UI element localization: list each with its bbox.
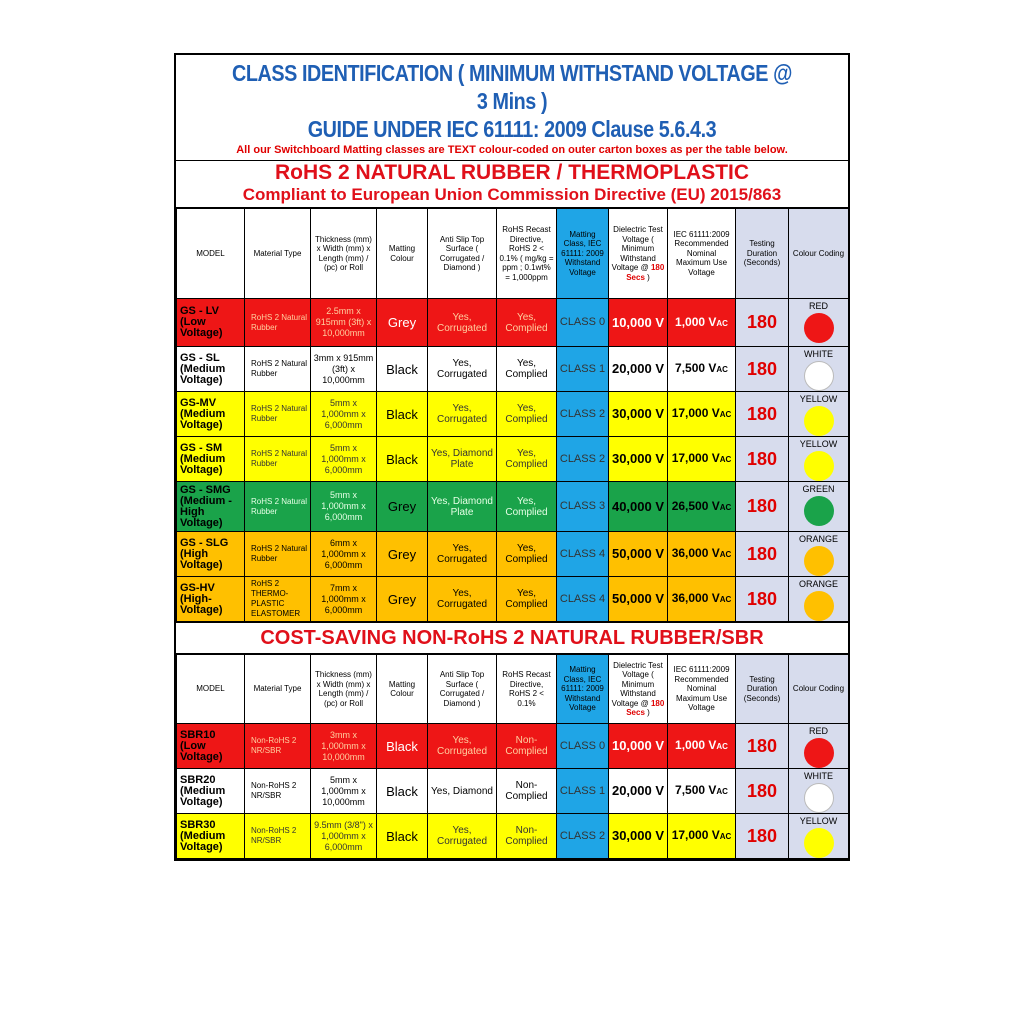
colour-coding-cell bbox=[789, 347, 849, 392]
colour-coding-label: YELLOW bbox=[799, 816, 838, 826]
model-cell: GS-MV (Medium Voltage) bbox=[177, 392, 245, 437]
model-cell: SBR20 (Medium Voltage) bbox=[177, 769, 245, 814]
max-use-voltage-cell bbox=[668, 299, 736, 347]
colour-coding-label: GREEN bbox=[802, 484, 835, 494]
material-cell: RoHS 2 Natural Rubber bbox=[245, 299, 311, 347]
thickness-cell: 6mm x 1,000mm x 6,000mm bbox=[311, 532, 377, 577]
col-maxuse-header: IEC 61111:2009 Recommended Nominal Maximum Use Voltage bbox=[668, 655, 736, 724]
class-cell: CLASS 4 bbox=[557, 577, 609, 622]
colour-dot-icon bbox=[804, 451, 834, 481]
colour-cell: Black bbox=[377, 347, 428, 392]
material-cell: RoHS 2 Natural Rubber bbox=[245, 482, 311, 532]
material-cell: RoHS 2 Natural Rubber bbox=[245, 532, 311, 577]
max-use-voltage: 36,000 V bbox=[671, 591, 720, 605]
table-row bbox=[177, 814, 849, 859]
model-cell: SBR30 (Medium Voltage) bbox=[177, 814, 245, 859]
class-cell: CLASS 4 bbox=[557, 532, 609, 577]
section1-heading bbox=[176, 161, 848, 208]
max-use-voltage-cell bbox=[668, 724, 736, 769]
thickness-cell: 5mm x 1,000mm x 6,000mm bbox=[311, 437, 377, 482]
test-voltage-cell: 20,000 V bbox=[609, 347, 668, 392]
col-class-header: Matting Class, IEC 61111: 2009 Withstand Voltage bbox=[557, 655, 609, 724]
colour-dot-icon bbox=[804, 591, 834, 621]
class-cell: CLASS 3 bbox=[557, 482, 609, 532]
model-cell: GS-HV (High- Voltage) bbox=[177, 577, 245, 622]
max-use-voltage-cell bbox=[668, 769, 736, 814]
max-use-voltage: 17,000 V bbox=[671, 828, 720, 842]
material-cell: Non-RoHS 2 NR/SBR bbox=[245, 724, 311, 769]
colour-coding-cell bbox=[789, 577, 849, 622]
class-cell: CLASS 2 bbox=[557, 437, 609, 482]
col-coding-header: Colour Coding bbox=[789, 655, 849, 724]
rohs-cell: Yes, Complied bbox=[497, 299, 557, 347]
col-maxuse-header: IEC 61111:2009 Recommended Nominal Maximum Use Voltage bbox=[668, 209, 736, 299]
slip-cell: Yes, Diamond Plate bbox=[428, 482, 497, 532]
colour-coding-cell bbox=[789, 532, 849, 577]
slip-cell: Yes, Corrugated bbox=[428, 532, 497, 577]
col-model-header: MODEL bbox=[177, 655, 245, 724]
colour-coding-cell bbox=[789, 724, 849, 769]
section1-header-row bbox=[177, 209, 849, 299]
col-colour-header: Matting Colour bbox=[377, 209, 428, 299]
colour-coding-cell bbox=[789, 769, 849, 814]
colour-coding-label: WHITE bbox=[804, 349, 833, 359]
col-coding-header: Colour Coding bbox=[789, 209, 849, 299]
slip-cell: Yes, Corrugated bbox=[428, 724, 497, 769]
colour-coding-label: RED bbox=[808, 726, 828, 736]
rohs-cell: Yes, Complied bbox=[497, 347, 557, 392]
model-cell: GS - LV (Low Voltage) bbox=[177, 299, 245, 347]
thickness-cell: 5mm x 1,000mm x 10,000mm bbox=[311, 769, 377, 814]
class-cell: CLASS 0 bbox=[557, 724, 609, 769]
duration-cell: 180 bbox=[736, 577, 789, 622]
max-use-voltage: 7,500 V bbox=[675, 783, 717, 797]
colour-coding-label: YELLOW bbox=[799, 439, 838, 449]
test-voltage-cell: 50,000 V bbox=[609, 577, 668, 622]
duration-cell: 180 bbox=[736, 347, 789, 392]
table-row bbox=[177, 532, 849, 577]
thickness-cell: 7mm x 1,000mm x 6,000mm bbox=[311, 577, 377, 622]
colour-coding-cell bbox=[789, 814, 849, 859]
section1-subtitle: Compliant to European Union Commission Directive (EU) 2015/863 bbox=[242, 185, 782, 204]
rohs-cell: Yes, Complied bbox=[497, 532, 557, 577]
rohs-cell: Yes, Complied bbox=[497, 392, 557, 437]
max-use-voltage: 1,000 V bbox=[675, 738, 717, 752]
max-use-voltage: 26,500 V bbox=[671, 498, 720, 513]
duration-cell: 180 bbox=[736, 482, 789, 532]
duration-cell: 180 bbox=[736, 299, 789, 347]
colour-cell: Black bbox=[377, 437, 428, 482]
max-use-voltage: 36,000 V bbox=[671, 546, 720, 560]
col-test-label: Dielectric Test Voltage ( Minimum Withstand Voltage @ bbox=[611, 660, 663, 708]
duration-cell: 180 bbox=[736, 437, 789, 482]
ac-unit: AC bbox=[719, 550, 732, 559]
colour-coding-label: RED bbox=[808, 301, 828, 311]
table-row bbox=[177, 347, 849, 392]
rohs-cell: Yes, Complied bbox=[497, 482, 557, 532]
table-row bbox=[177, 299, 849, 347]
col-slip-header: Anti Slip Top Surface ( Corrugated / Diamond ) bbox=[428, 209, 497, 299]
ac-unit: AC bbox=[719, 455, 732, 464]
slip-cell: Yes, Corrugated bbox=[428, 299, 497, 347]
colour-dot-icon bbox=[804, 783, 834, 813]
colour-cell: Grey bbox=[377, 299, 428, 347]
col-material-header: Material Type bbox=[245, 209, 311, 299]
colour-coding-label: WHITE bbox=[804, 771, 833, 781]
rohs-cell: Yes, Complied bbox=[497, 577, 557, 622]
col-colour-header: Matting Colour bbox=[377, 655, 428, 724]
ac-unit: AC bbox=[719, 832, 732, 841]
col-model-header: MODEL bbox=[177, 209, 245, 299]
slip-cell: Yes, Corrugated bbox=[428, 347, 497, 392]
thickness-cell: 5mm x 1,000mm x 6,000mm bbox=[311, 392, 377, 437]
colour-cell: Grey bbox=[377, 482, 428, 532]
colour-dot-icon bbox=[804, 546, 834, 576]
model-cell: GS - SLG (High Voltage) bbox=[177, 532, 245, 577]
ac-unit: AC bbox=[716, 365, 728, 374]
thickness-cell: 9.5mm (3/8") x 1,000mm x 6,000mm bbox=[311, 814, 377, 859]
colour-coding-cell bbox=[789, 482, 849, 532]
colour-coding-label: YELLOW bbox=[799, 394, 838, 404]
colour-cell: Black bbox=[377, 724, 428, 769]
table-row bbox=[177, 392, 849, 437]
table-row bbox=[177, 577, 849, 622]
section2-title: COST-SAVING NON-RoHS 2 NATURAL RUBBER/SBR bbox=[176, 622, 848, 654]
class-cell: CLASS 2 bbox=[557, 392, 609, 437]
material-cell: Non-RoHS 2 NR/SBR bbox=[245, 814, 311, 859]
colour-cell: Black bbox=[377, 769, 428, 814]
test-voltage-cell: 30,000 V bbox=[609, 392, 668, 437]
material-cell: RoHS 2 THERMO- PLASTIC ELASTOMER bbox=[245, 577, 311, 622]
material-cell: RoHS 2 Natural Rubber bbox=[245, 437, 311, 482]
duration-cell: 180 bbox=[736, 724, 789, 769]
colour-coding-cell bbox=[789, 392, 849, 437]
col-thickness-header: Thickness (mm) x Width (mm) x Length (mm) / (pc) or Roll bbox=[311, 655, 377, 724]
section1-table bbox=[176, 208, 849, 622]
col-rohs-header: RoHS Recast Directive, RoHS 2 < 0.1% bbox=[497, 655, 557, 724]
duration-cell: 180 bbox=[736, 769, 789, 814]
table-row bbox=[177, 482, 849, 532]
test-voltage-cell: 50,000 V bbox=[609, 532, 668, 577]
test-voltage-cell: 30,000 V bbox=[609, 814, 668, 859]
table-row bbox=[177, 769, 849, 814]
col-test-label: Dielectric Test Voltage ( Minimum Withstand Voltage @ bbox=[611, 225, 663, 272]
col-material-header: Material Type bbox=[245, 655, 311, 724]
ac-unit: AC bbox=[719, 410, 732, 419]
ac-unit: AC bbox=[719, 502, 732, 512]
rohs-cell: Non- Complied bbox=[497, 724, 557, 769]
col-test-header: Dielectric Test Voltage ( Minimum Withstand Voltage @ 180 Secs ) bbox=[609, 209, 668, 299]
test-voltage-cell: 10,000 V bbox=[609, 299, 668, 347]
class-cell: CLASS 0 bbox=[557, 299, 609, 347]
max-use-voltage: 17,000 V bbox=[671, 406, 720, 420]
max-use-voltage-cell bbox=[668, 392, 736, 437]
table-row bbox=[177, 437, 849, 482]
max-use-voltage-cell bbox=[668, 532, 736, 577]
max-use-voltage-cell bbox=[668, 437, 736, 482]
thickness-cell: 5mm x 1,000mm x 6,000mm bbox=[311, 482, 377, 532]
slip-cell: Yes, Corrugated bbox=[428, 814, 497, 859]
colour-cell: Grey bbox=[377, 532, 428, 577]
colour-dot-icon bbox=[804, 828, 834, 858]
colour-dot-icon bbox=[804, 738, 834, 768]
table-row bbox=[177, 724, 849, 769]
duration-cell: 180 bbox=[736, 532, 789, 577]
slip-cell: Yes, Diamond Plate bbox=[428, 437, 497, 482]
material-cell: RoHS 2 Natural Rubber bbox=[245, 392, 311, 437]
colour-coding-cell bbox=[789, 437, 849, 482]
colour-dot-icon bbox=[804, 361, 834, 391]
class-cell: CLASS 2 bbox=[557, 814, 609, 859]
colour-cell: Black bbox=[377, 814, 428, 859]
class-cell: CLASS 1 bbox=[557, 769, 609, 814]
ac-unit: AC bbox=[716, 742, 728, 751]
section2-table bbox=[176, 654, 849, 859]
slip-cell: Yes, Corrugated bbox=[428, 577, 497, 622]
section2-body bbox=[177, 724, 849, 859]
colour-dot-icon bbox=[804, 496, 834, 526]
rohs-cell: Non- Complied bbox=[497, 769, 557, 814]
test-voltage-cell: 30,000 V bbox=[609, 437, 668, 482]
colour-dot-icon bbox=[804, 313, 834, 343]
max-use-voltage-cell bbox=[668, 482, 736, 532]
section1-body bbox=[177, 299, 849, 622]
document-header bbox=[176, 55, 848, 161]
col-thickness-header: Thickness (mm) x Width (mm) x Length (mm) / (pc) or Roll bbox=[311, 209, 377, 299]
title-line-1: CLASS IDENTIFICATION ( MINIMUM WITHSTAND VOLTAGE @ 3 Mins ) bbox=[231, 60, 792, 114]
colour-coding-cell bbox=[789, 299, 849, 347]
colour-cell: Grey bbox=[377, 577, 428, 622]
title-line-2: GUIDE UNDER IEC 61111: 2009 Clause 5.6.4.3 bbox=[307, 116, 717, 142]
duration-cell: 180 bbox=[736, 392, 789, 437]
test-voltage-cell: 10,000 V bbox=[609, 724, 668, 769]
colour-coding-note: All our Switchboard Matting classes are TEXT colour-coded on outer carton boxes as per the table below. bbox=[236, 144, 788, 156]
test-voltage-cell: 40,000 V bbox=[609, 482, 668, 532]
col-duration-header: Testing Duration (Seconds) bbox=[736, 209, 789, 299]
material-cell: RoHS 2 Natural Rubber bbox=[245, 347, 311, 392]
model-cell: GS - SMG (Medium -High Voltage) bbox=[177, 482, 245, 532]
colour-dot-icon bbox=[804, 406, 834, 436]
thickness-cell: 3mm x 915mm (3ft) x 10,000mm bbox=[311, 347, 377, 392]
model-cell: GS - SM (Medium Voltage) bbox=[177, 437, 245, 482]
ac-unit: AC bbox=[716, 787, 728, 796]
max-use-voltage-cell bbox=[668, 347, 736, 392]
max-use-voltage: 17,000 V bbox=[671, 451, 720, 465]
colour-coding-label: ORANGE bbox=[798, 579, 838, 589]
slip-cell: Yes, Diamond bbox=[428, 769, 497, 814]
ac-unit: AC bbox=[719, 595, 732, 604]
col-duration-header: Testing Duration (Seconds) bbox=[736, 655, 789, 724]
thickness-cell: 2.5mm x 915mm (3ft) x 10,000mm bbox=[311, 299, 377, 347]
duration-cell: 180 bbox=[736, 814, 789, 859]
class-identification-sheet bbox=[174, 53, 850, 861]
thickness-cell: 3mm x 1,000mm x 10,000mm bbox=[311, 724, 377, 769]
max-use-voltage-cell bbox=[668, 814, 736, 859]
section1-title: RoHS 2 NATURAL RUBBER / THERMOPLASTIC bbox=[274, 161, 750, 184]
test-voltage-cell: 20,000 V bbox=[609, 769, 668, 814]
max-use-voltage: 7,500 V bbox=[675, 361, 717, 375]
colour-cell: Black bbox=[377, 392, 428, 437]
colour-coding-label: ORANGE bbox=[798, 534, 838, 544]
section2-header-row bbox=[177, 655, 849, 724]
slip-cell: Yes, Corrugated bbox=[428, 392, 497, 437]
rohs-cell: Yes, Complied bbox=[497, 437, 557, 482]
col-test-secs: 180 Secs bbox=[626, 698, 665, 717]
col-test-header: Dielectric Test Voltage ( Minimum Withstand Voltage @ 180 Secs ) bbox=[609, 655, 668, 724]
col-slip-header: Anti Slip Top Surface ( Corrugated / Diamond ) bbox=[428, 655, 497, 724]
model-cell: SBR10 (Low Voltage) bbox=[177, 724, 245, 769]
rohs-cell: Non- Complied bbox=[497, 814, 557, 859]
class-cell: CLASS 1 bbox=[557, 347, 609, 392]
model-cell: GS - SL (Medium Voltage) bbox=[177, 347, 245, 392]
max-use-voltage: 1,000 V bbox=[675, 314, 717, 329]
material-cell: Non-RoHS 2 NR/SBR bbox=[245, 769, 311, 814]
col-class-header: Matting Class, IEC 61111: 2009 Withstand Voltage bbox=[557, 209, 609, 299]
col-rohs-header: RoHS Recast Directive, RoHS 2 < 0.1% ( mg/kg = ppm ; 0.1wt% = 1,000ppm bbox=[497, 209, 557, 299]
max-use-voltage-cell bbox=[668, 577, 736, 622]
col-test-secs: 180 Secs bbox=[626, 263, 665, 282]
ac-unit: AC bbox=[716, 318, 728, 328]
